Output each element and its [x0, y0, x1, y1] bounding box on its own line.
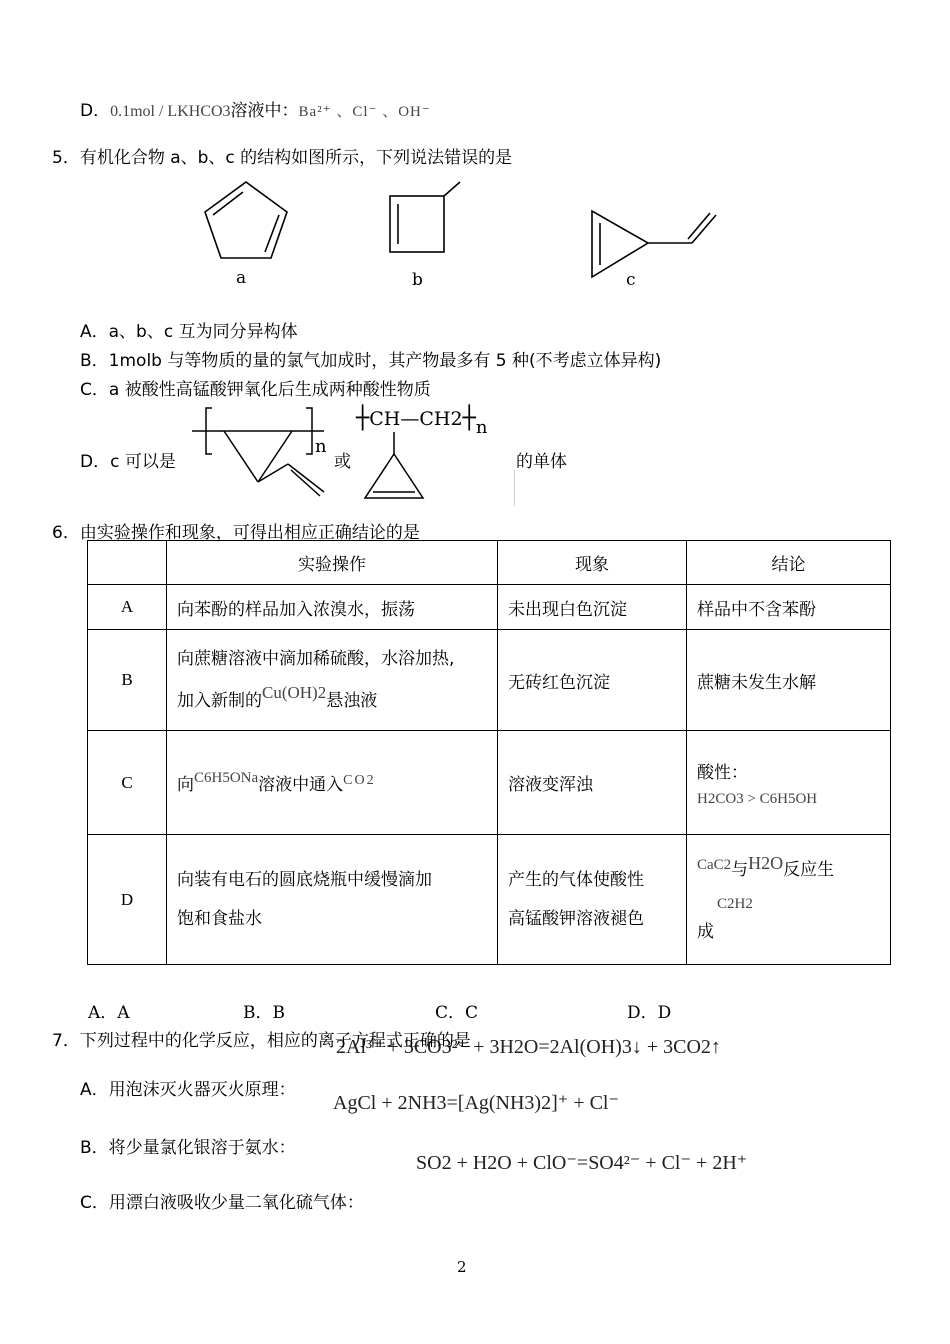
experiment-table — [87, 540, 891, 965]
op-formula2: CO2 — [343, 773, 376, 788]
q7-option-c: C．用漂白液吸收少量二氧化硫气体： — [80, 1193, 364, 1213]
row-label: D — [88, 835, 167, 965]
q5-option-d-prefix: D．c 可以是 — [80, 452, 176, 472]
q7-stem: 7．下列过程中的化学反应，相应的离子方程式正确的是 — [52, 1031, 471, 1051]
row-observation — [498, 835, 687, 965]
page-number: 2 — [457, 1258, 467, 1276]
q4-ions: Ba²⁺ 、Cl⁻ 、OH⁻ — [298, 104, 431, 120]
q5-option-c: C．a 被酸性高锰酸钾氧化后生成两种酸性物质 — [80, 380, 431, 400]
con-a: 酸性： — [697, 762, 748, 783]
polymer-2-chain: ┼CH—CH2┼n — [356, 406, 488, 438]
label-b: b — [412, 270, 423, 290]
q4-option-d-letter: D． — [80, 101, 111, 121]
label-a: a — [236, 268, 247, 288]
q5-stem: 5．有机化合物 a、b、c 的结构如图所示，下列说法错误的是 — [52, 148, 513, 168]
molecule-b — [380, 172, 470, 262]
con-end: 反应生 — [783, 860, 835, 880]
molecule-a — [195, 170, 305, 290]
q4-option-d — [80, 96, 431, 121]
con-line1 — [697, 853, 880, 880]
polymer-2-ring — [355, 432, 435, 504]
op-line2 — [177, 683, 487, 711]
op-line2-a: 加入新制的 — [177, 691, 262, 711]
con-f2: H2O — [748, 853, 784, 873]
table-row — [88, 585, 891, 630]
polymer-1 — [188, 404, 333, 500]
q4-text: 溶液中： — [230, 101, 299, 121]
op-b: 溶液中通入 — [258, 775, 344, 795]
q7-equation-a: 2Al³⁺ + 3CO3²⁻ + 3H2O=2Al(OH)3↓ + 3CO2↑ — [336, 1036, 721, 1058]
row-observation: 无砖红色沉淀 — [498, 630, 687, 731]
divider-line — [514, 470, 515, 506]
header-observation: 现象 — [498, 541, 687, 585]
q7-equation-c: SO2 + H2O + ClO⁻=SO4²⁻ + Cl⁻ + 2H⁺ — [416, 1152, 748, 1174]
op-a: 向 — [177, 775, 194, 795]
row-operation — [167, 835, 498, 965]
q4-formula: 0.1mol / LKHCO3 — [110, 103, 231, 120]
row-conclusion: 蔗糖未发生水解 — [687, 630, 891, 731]
op-line2-b: 悬浊液 — [326, 691, 378, 711]
op-line2: 饱和食盐水 — [177, 908, 262, 929]
q6-choice-c: C．C — [435, 1003, 479, 1023]
obs-line2: 高锰酸钾溶液褪色 — [508, 908, 644, 929]
row-observation: 溶液变浑浊 — [498, 731, 687, 835]
table-header-row — [88, 541, 891, 585]
op-formula: Cu(OH)2 — [262, 683, 327, 702]
q5-option-b: B．1molb 与等物质的量的氯气加成时，其产物最多有 5 种(不考虑立体异构) — [80, 351, 662, 371]
header-blank — [88, 541, 167, 585]
polymer-1-n: n — [315, 436, 327, 457]
header-operation: 实验操作 — [167, 541, 498, 585]
q7-option-b: B．将少量氯化银溶于氨水： — [80, 1138, 296, 1158]
row-label: C — [88, 731, 167, 835]
obs-line1: 产生的气体使酸性 — [508, 870, 644, 891]
row-label: A — [88, 585, 167, 630]
row-operation — [167, 630, 498, 731]
table-row — [88, 731, 891, 835]
row-label: B — [88, 630, 167, 731]
row-observation: 未出现白色沉淀 — [498, 585, 687, 630]
row-conclusion — [687, 731, 891, 835]
row-conclusion: 样品中不含苯酚 — [687, 585, 891, 630]
q6-stem: 6．由实验操作和现象，可得出相应正确结论的是 — [52, 523, 420, 543]
con-last: 成 — [697, 922, 714, 942]
table-row — [88, 630, 891, 731]
row-conclusion — [687, 835, 891, 965]
header-conclusion: 结论 — [687, 541, 891, 585]
con-formula: H2CO3 > C6H5OH — [697, 790, 818, 807]
q6-choice-b: B．B — [243, 1003, 285, 1023]
q7-equation-b: AgCl + 2NH3=[Ag(NH3)2]⁺ + Cl⁻ — [333, 1092, 620, 1114]
q6-choice-a: A．A — [88, 1003, 130, 1023]
op-line1: 向装有电石的圆底烧瓶中缓慢滴加 — [177, 870, 432, 891]
polymer-2-n: n — [475, 417, 488, 438]
op-formula1: C6H5ONa — [194, 770, 259, 786]
q7-option-a: A．用泡沫灭火器灭火原理： — [80, 1080, 296, 1100]
q5-option-d-or: 或 — [334, 452, 351, 472]
q5-option-a: A．a、b、c 互为同分异构体 — [80, 322, 298, 342]
row-operation: 向苯酚的样品加入浓溴水，振荡 — [167, 585, 498, 630]
con-f3: C2H2 — [717, 896, 753, 912]
table-row — [88, 835, 891, 965]
op-line1: 向蔗糖溶液中滴加稀硫酸，水浴加热, — [177, 648, 455, 669]
row-operation — [167, 731, 498, 835]
q5-option-d-suffix: 的单体 — [516, 452, 567, 472]
q6-choice-d: D．D — [627, 1003, 672, 1023]
molecule-c — [580, 205, 730, 285]
con-f1: CaC2 — [697, 857, 732, 873]
con-mid: 与 — [731, 860, 749, 880]
label-c: c — [626, 270, 636, 290]
polymer-2-chain-text: CH—CH2 — [369, 408, 463, 430]
